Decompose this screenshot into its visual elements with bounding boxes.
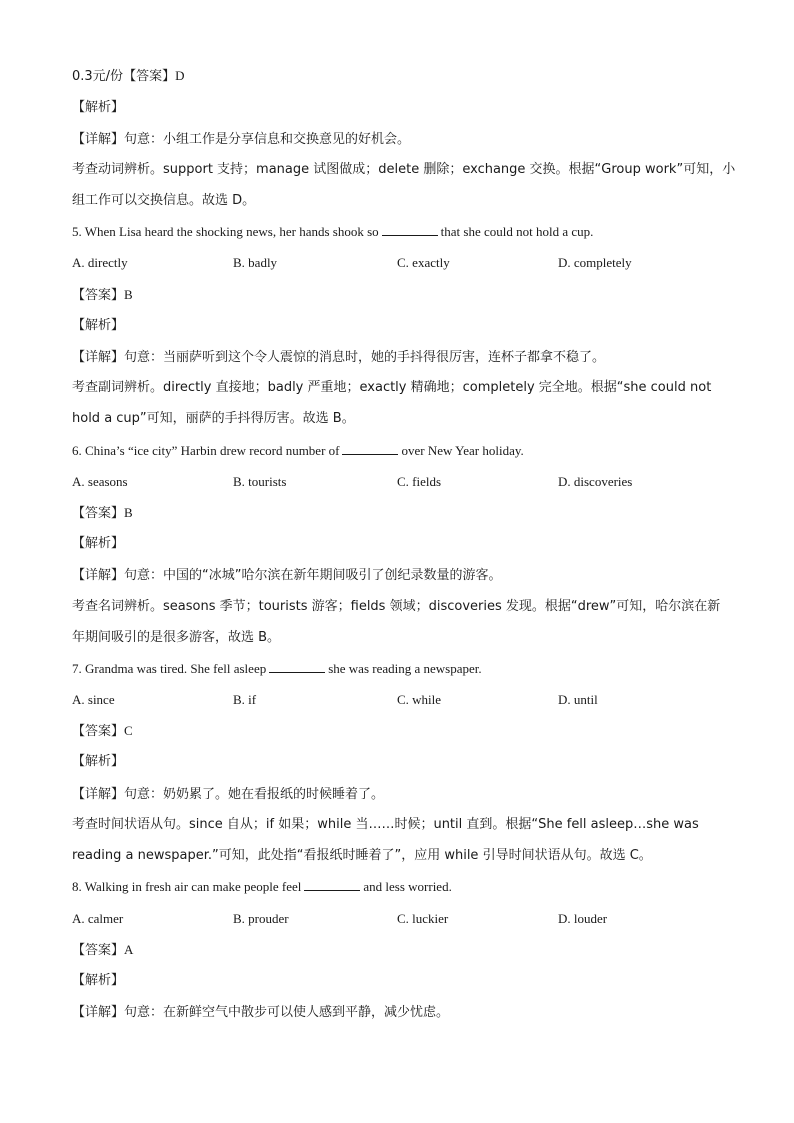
stem-after: she was reading a newspaper. (328, 661, 482, 676)
detail-tag: 【详解】 (72, 350, 125, 365)
answer-value: A (124, 942, 134, 957)
answer-line-q4 (72, 67, 722, 86)
option-d: D. until (558, 692, 598, 707)
explanation-line: 考查时间状语从句。since 自从；if 如果；while 当……时候；until 直到。根据“She fell asleep…she was (72, 817, 699, 832)
detail-text: 句意：在新鲜空气中散步可以使人感到平静，减少忧虑。 (124, 1005, 450, 1020)
option-d: D. completely (558, 255, 632, 270)
analysis-heading-q7: 【解析】 (72, 754, 125, 769)
option-b: B. badly (233, 255, 278, 270)
option-c: C. while (397, 692, 442, 707)
option-b: B. prouder (233, 911, 289, 926)
detail-tag: 【详解】 (72, 132, 125, 147)
price-text: 0.3元/份 (72, 69, 124, 84)
option-d: D. discoveries (558, 474, 633, 489)
option-c: C. fields (397, 474, 442, 489)
answer-value: B (124, 505, 133, 520)
answer-tag: 【答案】 (72, 288, 125, 303)
answer-value: C (124, 723, 133, 738)
option-d: D. louder (558, 911, 608, 926)
answer-blank (304, 878, 360, 891)
answer-tag: 【答案】 (72, 724, 125, 739)
explanation-line: 组工作可以交换信息。故选 D。 (72, 193, 256, 208)
stem-after: over New Year holiday. (401, 443, 524, 458)
answer-line-q5 (72, 286, 722, 305)
answer-line-q7 (72, 722, 722, 741)
analysis-heading-q8: 【解析】 (72, 973, 125, 988)
explanation-line: 考查副词辨析。directly 直接地；badly 严重地；exactly 精确地；completely 完全地。根据“she could not (72, 380, 712, 395)
answer-line-q8 (72, 941, 722, 960)
option-b: B. if (233, 692, 257, 707)
answer-blank (342, 442, 398, 455)
explanation-line: 年期间吸引的是很多游客，故选 B。 (72, 630, 281, 645)
detail-text: 句意：奶奶累了。她在看报纸的时候睡着了。 (124, 787, 385, 802)
analysis-heading-q4: 【解析】 (72, 100, 125, 115)
detail-tag: 【详解】 (72, 568, 125, 583)
question-stem-q8 (72, 878, 722, 896)
question-stem-q6 (72, 442, 722, 460)
answer-value: D (175, 68, 185, 83)
option-b: B. tourists (233, 474, 287, 489)
stem-after: and less worried. (363, 879, 452, 894)
stem-before: 8. Walking in fresh air can make people feel (72, 879, 302, 894)
answer-tag: 【答案】 (72, 943, 125, 958)
detail-text: 句意：当丽萨听到这个令人震惊的消息时，她的手抖得很厉害，连杯子都拿不稳了。 (124, 350, 606, 365)
explanation-line: reading a newspaper.”可知，此处指“看报纸时睡着了”，应用 while 引导时间状语从句。故选 C。 (72, 848, 652, 863)
option-c: C. exactly (397, 255, 450, 270)
option-a: A. seasons (72, 474, 128, 489)
answer-blank (382, 223, 438, 236)
detail-line-q7 (72, 785, 722, 804)
question-stem-q5 (72, 223, 722, 241)
detail-line-q5 (72, 348, 722, 367)
analysis-heading-q6: 【解析】 (72, 536, 125, 551)
answer-line-q6 (72, 504, 722, 523)
question-stem-q7 (72, 660, 722, 678)
option-a: A. directly (72, 255, 128, 270)
stem-before: 5. When Lisa heard the shocking news, her hands shook so (72, 224, 379, 239)
detail-text: 句意：中国的“冰城”哈尔滨在新年期间吸引了创纪录数量的游客。 (124, 568, 502, 583)
answer-blank (269, 660, 325, 673)
answer-tag: 【答案】 (72, 506, 125, 521)
stem-after: that she could not hold a cup. (440, 224, 594, 239)
detail-line-q4 (72, 130, 722, 149)
detail-line-q8 (72, 1003, 722, 1022)
explanation-line: 考查动词辨析。support 支持；manage 试图做成；delete 删除；exchange 交换。根据“Group work”可知，小 (72, 162, 736, 177)
answer-value: B (124, 287, 133, 302)
option-a: A. calmer (72, 911, 124, 926)
stem-before: 6. China’s “ice city” Harbin drew record number of (72, 443, 340, 458)
detail-line-q6 (72, 566, 722, 585)
analysis-heading-q5: 【解析】 (72, 318, 125, 333)
option-c: C. luckier (397, 911, 449, 926)
stem-before: 7. Grandma was tired. She fell asleep (72, 661, 267, 676)
explanation-line: 考查名词辨析。seasons 季节；tourists 游客；fields 领域；discoveries 发现。根据“drew”可知，哈尔滨在新 (72, 599, 721, 614)
detail-text: 句意：小组工作是分享信息和交换意见的好机会。 (124, 132, 411, 147)
detail-tag: 【详解】 (72, 1005, 125, 1020)
option-a: A. since (72, 692, 115, 707)
answer-tag: 【答案】 (123, 69, 176, 84)
explanation-line: hold a cup”可知，丽萨的手抖得厉害。故选 B。 (72, 411, 355, 426)
detail-tag: 【详解】 (72, 787, 125, 802)
